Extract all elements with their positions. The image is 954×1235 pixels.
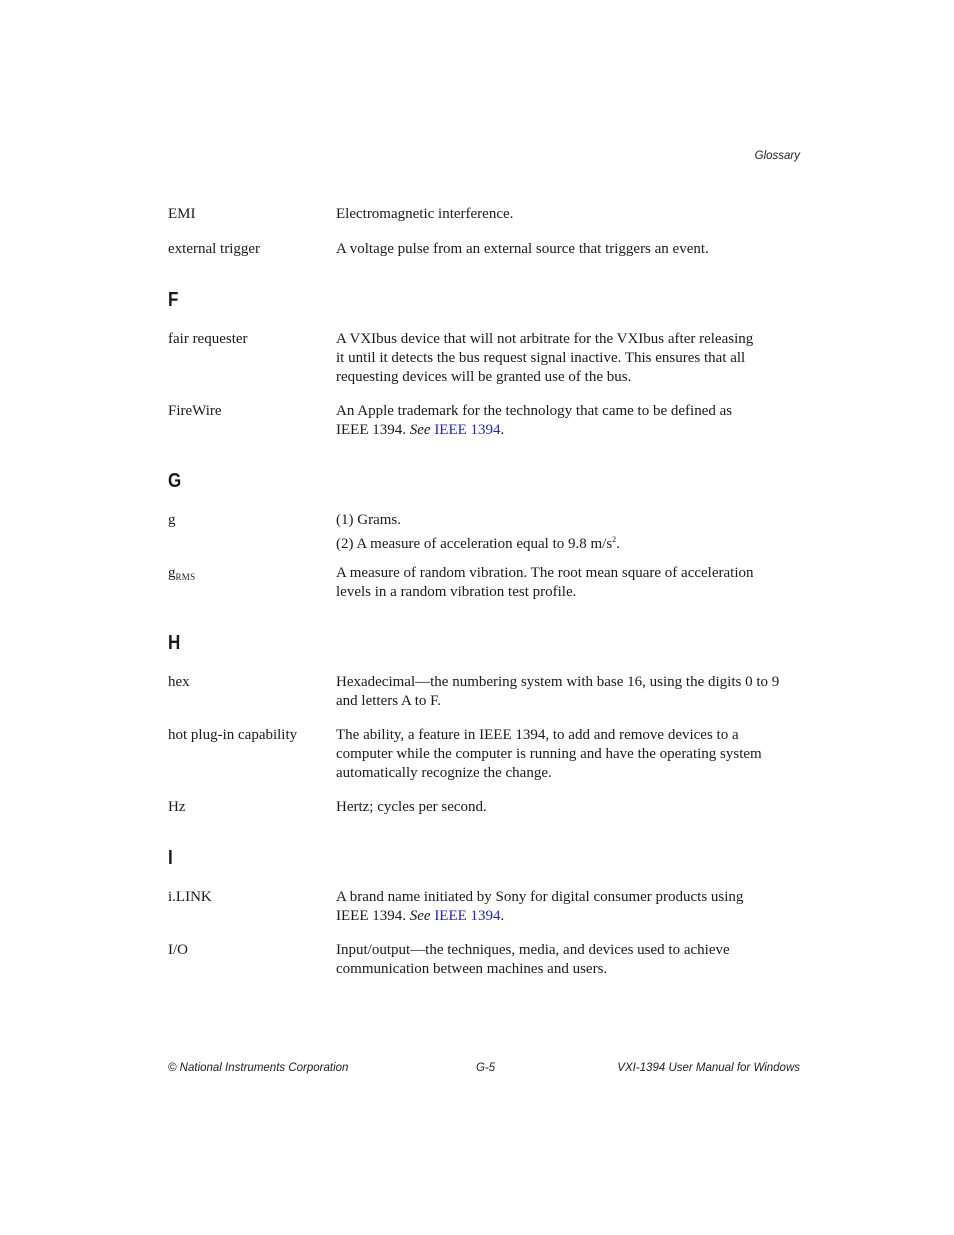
- definition-line: communication between machines and users.: [336, 961, 608, 977]
- glossary-definition: [336, 330, 806, 387]
- glossary-term: EMI: [168, 206, 196, 222]
- glossary-definition: [336, 888, 806, 926]
- definition-line: it until it detects the bus request signal inactive. This ensures that all: [336, 350, 746, 366]
- definition-line: A measure of random vibration. The root mean square of acceleration: [336, 565, 754, 581]
- glossary-term: FireWire: [168, 403, 222, 419]
- glossary-definition: [336, 564, 806, 602]
- glossary-definition: Electromagnetic interference.: [336, 206, 514, 222]
- definition-line: A brand name initiated by Sony for digital consumer products using: [336, 889, 744, 905]
- definition-line: computer while the computer is running and have the operating system: [336, 746, 762, 762]
- glossary-term: external trigger: [168, 241, 261, 257]
- glossary-definition: [336, 402, 806, 440]
- footer-page-number: G-5: [476, 1062, 496, 1074]
- definition-line: automatically recognize the change.: [336, 765, 552, 781]
- ieee-1394-link[interactable]: IEEE 1394: [434, 908, 501, 924]
- running-head: Glossary: [754, 150, 800, 162]
- glossary-term: I/O: [168, 942, 188, 958]
- definition-text: IEEE 1394.: [336, 422, 410, 438]
- footer-manual-title: VXI-1394 User Manual for Windows: [617, 1062, 800, 1074]
- definition-line: [336, 421, 806, 440]
- glossary-term: fair requester: [168, 331, 248, 347]
- glossary-term: Hz: [168, 799, 186, 815]
- definition-line: The ability, a feature in IEEE 1394, to add and remove devices to a: [336, 727, 739, 743]
- glossary-term: hot plug-in capability: [168, 727, 298, 743]
- definition-line: [336, 907, 806, 926]
- glossary-term: g: [168, 512, 176, 528]
- ieee-1394-link[interactable]: IEEE 1394: [434, 422, 501, 438]
- section-heading-h: H: [168, 632, 181, 654]
- see-reference: See: [409, 422, 431, 438]
- definition-line: and letters A to F.: [336, 693, 442, 709]
- glossary-definition: [336, 511, 806, 554]
- definition-line: A VXIbus device that will not arbitrate for the VXIbus after releasing: [336, 331, 754, 347]
- footer-copyright: © National Instruments Corporation: [168, 1062, 349, 1074]
- superscript: 2: [612, 535, 617, 544]
- definition-line: Hexadecimal—the numbering system with base 16, using the digits 0 to 9: [336, 674, 780, 690]
- glossary-term: [168, 564, 328, 587]
- definition-line: requesting devices will be granted use of the bus.: [336, 369, 632, 385]
- section-heading-g: G: [168, 470, 182, 492]
- glossary-definition: [336, 673, 806, 711]
- definition-line: levels in a random vibration test profile.: [336, 584, 577, 600]
- term-main: g: [168, 565, 176, 581]
- glossary-term: hex: [168, 674, 190, 690]
- definition-text: IEEE 1394.: [336, 908, 410, 924]
- definition-line: [336, 530, 806, 554]
- see-reference: See: [409, 908, 431, 924]
- definition-punctuation: .: [500, 422, 505, 438]
- section-heading-f: F: [168, 289, 179, 311]
- definition-line: Input/output—the techniques, media, and devices used to achieve: [336, 942, 730, 958]
- definition-punctuation: .: [500, 908, 505, 924]
- glossary-definition: [336, 726, 806, 783]
- glossary-definition: [336, 941, 806, 979]
- definition-text: (2) A measure of acceleration equal to 9.8 m/s: [336, 536, 613, 552]
- section-heading-i: I: [168, 847, 173, 869]
- definition-punctuation: .: [616, 536, 620, 552]
- glossary-term: i.LINK: [168, 889, 212, 905]
- definition-line: An Apple trademark for the technology that came to be defined as: [336, 403, 733, 419]
- definition-line: (1) Grams.: [336, 512, 401, 528]
- term-subscript: RMS: [175, 572, 196, 582]
- glossary-definition: A voltage pulse from an external source that triggers an event.: [336, 241, 709, 257]
- glossary-definition: Hertz; cycles per second.: [336, 799, 487, 815]
